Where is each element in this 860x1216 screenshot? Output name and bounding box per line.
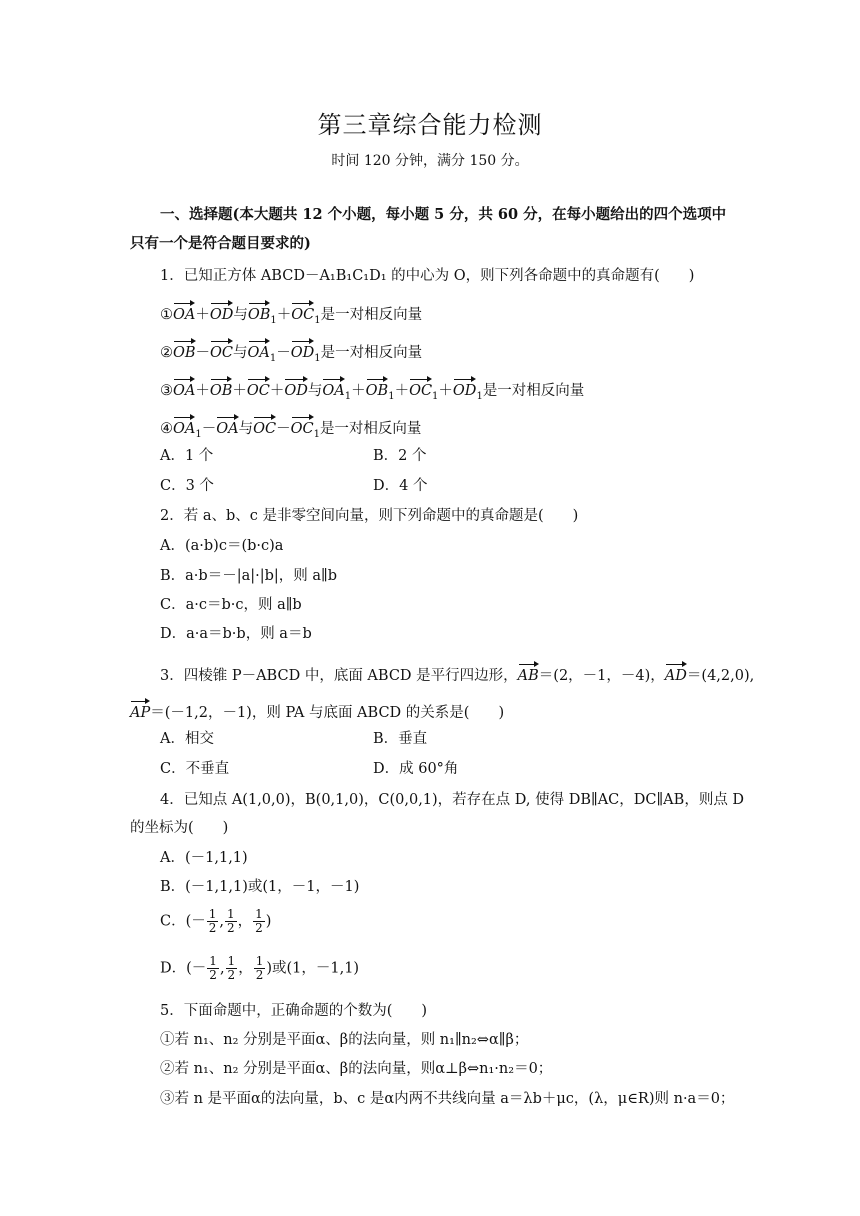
q3-ab-value: ＝(2，－1，－4)，: [538, 668, 665, 684]
q3-ad-value: ＝(4,2,0),: [686, 668, 755, 684]
q1-option-b: B．2 个: [373, 448, 427, 464]
exam-time-note: 时间 120 分钟，满分 150 分。: [331, 153, 529, 169]
q3-ap-text: ＝(－1,2，－1)，则 PA 与底面 ABCD 的关系是( ): [150, 705, 505, 721]
q1-option-c: C．3 个: [160, 478, 214, 494]
q4-option-d-suffix: )或(1，－1,1): [266, 960, 360, 977]
page-title: 第三章综合能力检测: [317, 111, 543, 139]
fraction-half: $\frac{1}{2}$: [208, 907, 217, 935]
q4-option-c-prefix: C．(－: [160, 913, 206, 930]
q3-option-a: A．相交: [160, 731, 214, 747]
q3-option-b: B．垂直: [373, 731, 428, 747]
fraction-half: $\frac{1}{2}$: [227, 954, 236, 982]
q3-option-d: D．成 60°角: [373, 761, 459, 777]
section-heading-line2: 只有一个是符合题目要求的): [130, 235, 311, 252]
q1-statement-suffix: 是一对相反向量: [319, 421, 422, 437]
q3-option-c: C．不垂直: [160, 761, 230, 777]
q4-option-d: D．(－ $\frac{1}{2}$ , $\frac{1}{2}$ ， $\frac{1}{2}$ )或(1，－1,1): [160, 954, 360, 982]
q4-stem-line2: 的坐标为( ): [130, 820, 229, 836]
fraction-half: $\frac{1}{2}$: [255, 907, 263, 935]
q1-option-d: D．4 个: [373, 478, 428, 494]
q2-option-a: A．(a·b)c＝(b·c)a: [160, 538, 284, 554]
q1-statement-1: ①OA＋OD与$OB_1+OC_1$是一对相反向量: [160, 301, 422, 331]
q4-option-b: B．(－1,1,1)或(1，－1，－1): [160, 879, 360, 895]
q5-statement-1: ①若 n₁、n₂ 分别是平面α、β的法向量，则 n₁∥n₂⇔α∥β；: [160, 1032, 529, 1048]
q5-statement-3: ③若 n 是平面α的法向量，b、c 是α内两不共线向量 a＝λb＋μc，(λ，μ∈R)则 n·a＝0；: [160, 1091, 735, 1107]
q3-stem-text: 3．四棱锥 P－ABCD 中，底面 ABCD 是平行四边形，: [160, 668, 518, 684]
q2-option-b: B．a·b＝－|a|·|b|，则 a∥b: [160, 568, 338, 584]
q1-statement-2: ②OB－OC与$OA_1-OD_1$是一对相反向量: [160, 339, 422, 369]
q1-option-a: A．1 个: [160, 448, 214, 464]
fraction-half: $\frac{1}{2}$: [255, 954, 264, 982]
q3-stem-line2: AP＝(－1,2，－1)，则 PA 与底面 ABCD 的关系是( ): [130, 699, 504, 723]
q1-statement-suffix: 是一对相反向量: [482, 383, 585, 399]
q1-statement-4: $④OA_1-OA$与$OC-OC_1$是一对相反向量: [160, 415, 421, 445]
q5-stem: 5．下面命题中，正确命题的个数为( ): [160, 1003, 428, 1019]
section-heading-line1: 一、选择题(本大题共 12 个小题，每小题 5 分，共 60 分，在每小题给出的四个选项中: [160, 206, 727, 223]
q2-option-c: C．a·c＝b·c，则 a∥b: [160, 597, 302, 613]
q4-option-d-prefix: D．(－: [160, 960, 207, 977]
q4-option-c: C．(－ $\frac{1}{2}$ , $\frac{1}{2}$ ， $\frac{1}{2}$ ): [160, 907, 272, 935]
q1-statement-3: ③OA＋OB＋OC＋OD与$OA_1+OB_1+OC_1+OD_1$是一对相反向量: [160, 377, 584, 407]
fraction-half: $\frac{1}{2}$: [227, 907, 235, 935]
q5-statement-2: ②若 n₁、n₂ 分别是平面α、β的法向量，则α⊥β⇔n₁·n₂＝0；: [160, 1061, 553, 1077]
fraction-half: $\frac{1}{2}$: [209, 954, 217, 982]
q4-stem-line1: 4．已知点 A(1,0,0)，B(0,1,0)，C(0,0,1)，若存在点 D, 使得 DB∥AC，DC∥AB，则点 D: [160, 792, 745, 808]
q4-option-a: A．(－1,1,1): [160, 850, 248, 866]
q2-stem: 2．若 a、b、c 是非零空间向量，则下列命题中的真命题是( ): [160, 508, 579, 524]
q2-option-d: D．a·a＝b·b，则 a＝b: [160, 626, 312, 642]
q1-stem: 1．已知正方体 ABCD－A₁B₁C₁D₁ 的中心为 O，则下列各命题中的真命题有( ): [160, 268, 695, 284]
q1-statement-suffix: 是一对相反向量: [320, 307, 423, 323]
q1-statement-suffix: 是一对相反向量: [320, 345, 423, 361]
q3-stem-line1: 3．四棱锥 P－ABCD 中，底面 ABCD 是平行四边形，AB＝(2，－1，－4)，AD＝(4,2,0),: [160, 662, 754, 686]
